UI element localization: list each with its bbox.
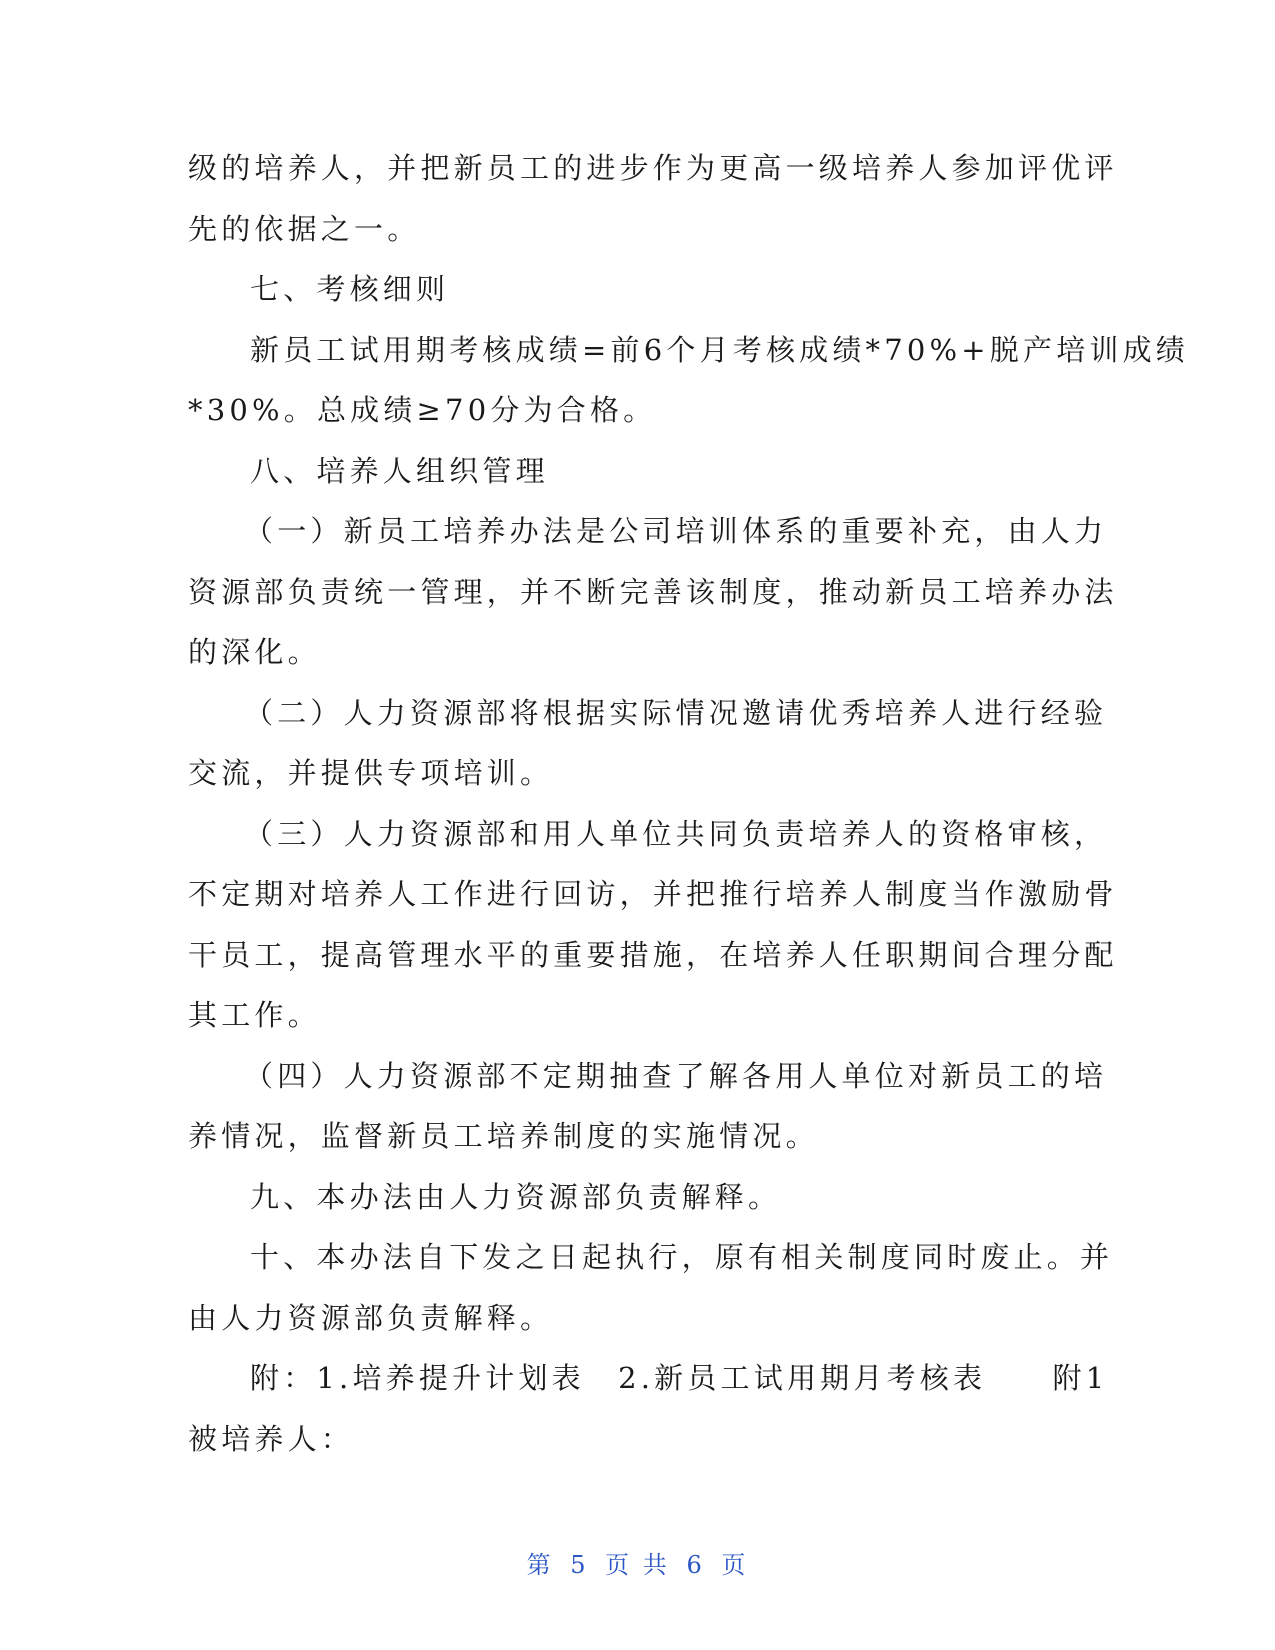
paragraph-line: 资源部负责统一管理，并不断完善该制度，推动新员工培养办法 — [188, 574, 1118, 609]
paragraph-line: （三）人力资源部和用人单位共同负责培养人的资格审核， — [244, 816, 1108, 851]
paragraph-line: 干员工，提高管理水平的重要措施，在培养人任职期间合理分配 — [188, 937, 1118, 972]
section-heading-7: 七、考核细则 — [250, 272, 450, 306]
paragraph-line: 由人力资源部负责解释。 — [188, 1300, 554, 1335]
footer-middle: 页 共 — [605, 1551, 670, 1579]
paragraph-line: 交流，并提供专项培训。 — [188, 756, 554, 790]
paragraph-line: 先的依据之一。 — [188, 211, 421, 246]
footer-prefix: 第 — [526, 1551, 554, 1579]
paragraph-line: 其工作。 — [188, 998, 321, 1032]
footer-page-number: 5 — [570, 1551, 589, 1579]
footer-total-pages: 6 — [686, 1551, 705, 1579]
footer-suffix: 页 — [721, 1551, 749, 1579]
paragraph-line: 不定期对培养人工作进行回访，并把推行培养人制度当作激励骨 — [188, 877, 1118, 911]
paragraph-line: 的深化。 — [188, 635, 321, 669]
section-heading-10: 十、本办法自下发之日起执行，原有相关制度同时废止。并 — [250, 1240, 1114, 1274]
paragraph-line: （二）人力资源部将根据实际情况邀请优秀培养人进行经验 — [244, 695, 1108, 730]
section-heading-8: 八、培养人组织管理 — [250, 453, 549, 488]
body-text — [188, 138, 1190, 1469]
attachment-line: 附：1.培养提升计划表 2.新员工试用期月考核表 附1 — [250, 1361, 1109, 1395]
section-heading-9: 九、本办法由人力资源部负责解释。 — [250, 1179, 782, 1214]
page-footer — [0, 1545, 1275, 1580]
paragraph-line: *30%。总成绩≥70分为合格。 — [188, 393, 657, 427]
paragraph-line: 级的培养人，并把新员工的进步作为更高一级培养人参加评优评 — [188, 151, 1118, 185]
paragraph-line: （一）新员工培养办法是公司培训体系的重要补充，由人力 — [244, 514, 1108, 548]
paragraph-line: （四）人力资源部不定期抽查了解各用人单位对新员工的培 — [244, 1058, 1108, 1093]
paragraph-line: 养情况，监督新员工培养制度的实施情况。 — [188, 1119, 819, 1153]
paragraph-line: 新员工试用期考核成绩=前6个月考核成绩*70%+脱产培训成绩 — [250, 332, 1190, 367]
paragraph-line: 被培养人： — [188, 1421, 355, 1456]
